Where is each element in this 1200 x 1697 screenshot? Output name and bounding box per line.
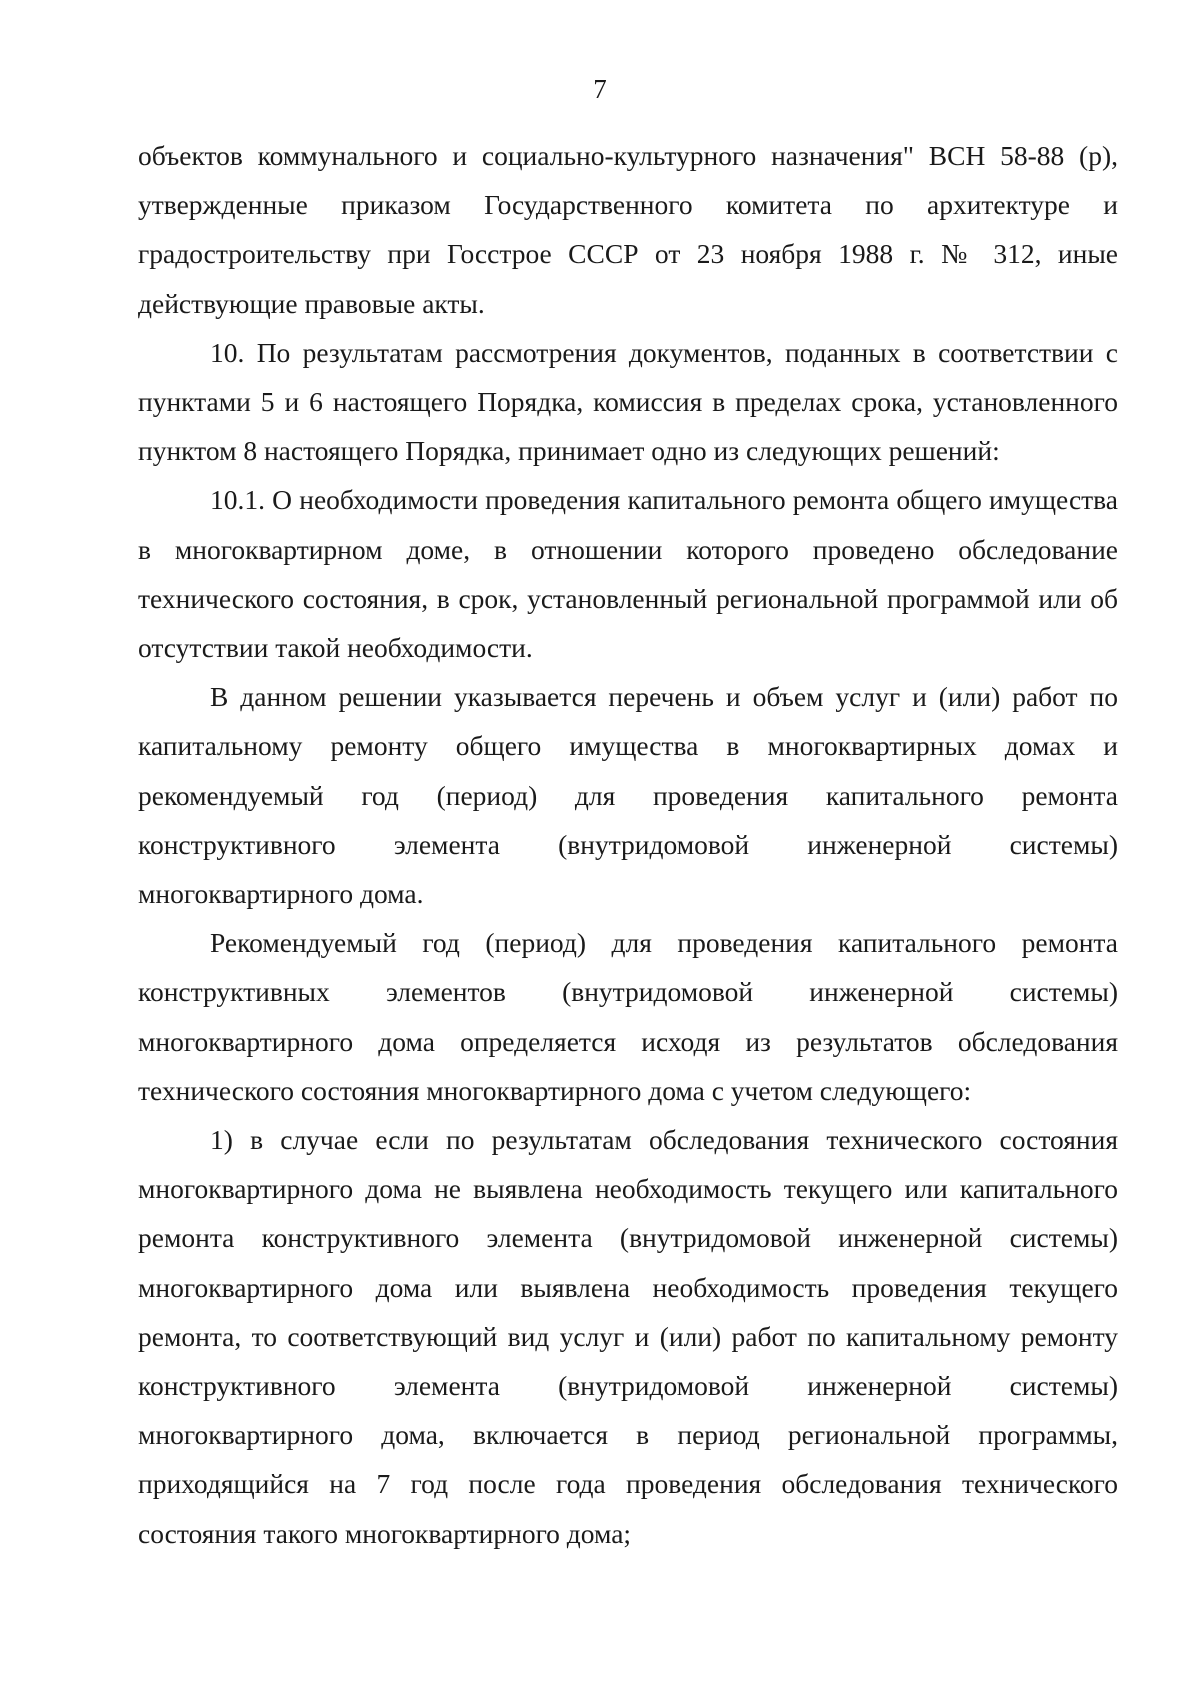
document-body (138, 131, 1118, 1558)
paragraph-decision-scope: В данном решении указывается перечень и объем услуг и (или) работ по капитальному ремонту общего имущества в многоквартирных домах и рекомендуемый год (период) для проведения капитального ремонта конструктивного элемента (внутридомовой инженерной системы) многоквартирного дома. (138, 681, 1118, 910)
paragraph-item-10: 10. По результатам рассмотрения документов, поданных в соответствии с пунктами 5 и 6 настоящего Порядка, комиссия в пределах срока, установленного пунктом 8 настоящего Порядка, принимает одно из следующих решений: (138, 336, 1118, 467)
paragraph-subitem-1: 1) в случае если по результатам обследования технического состояния многоквартирного дома не выявлена необходимость текущего или капитального ремонта конструктивного элемента (внутридомовой инженерной системы) многоквартирного дома или выявлена необходимость проведения текущего ремонта, то соответствующий вид услуг и (или) работ по капитальному ремонту конструктивного элемента (внутридомовой инженерной системы) многоквартирного дома, включается в период региональной программы, приходящийся на 7 год после года проведения обследования технического состояния такого многоквартирного дома; (138, 1124, 1118, 1549)
paragraph-continuation: объектов коммунального и социально-культурного назначения" ВСН 58-88 (р), утвержденные приказом Государственного комитета по архитектуре и градостроительству при Госстрое СССР от 23 ноября 1988 г. № 312, иные действующие правовые акты. (138, 140, 1118, 319)
paragraph-recommended-year: Рекомендуемый год (период) для проведения капитального ремонта конструктивных элементов (внутридомовой инженерной системы) многоквартирного дома определяется исходя из результатов обследования технического состояния многоквартирного дома с учетом следующего: (138, 927, 1118, 1106)
paragraph-item-10-1: 10.1. О необходимости проведения капитального ремонта общего имущества в многоквартирном доме, в отношении которого проведено обследование технического состояния, в срок, установленный региональной программой или об отсутствии такой необходимости. (138, 484, 1118, 664)
page-number: 7 (593, 74, 607, 104)
